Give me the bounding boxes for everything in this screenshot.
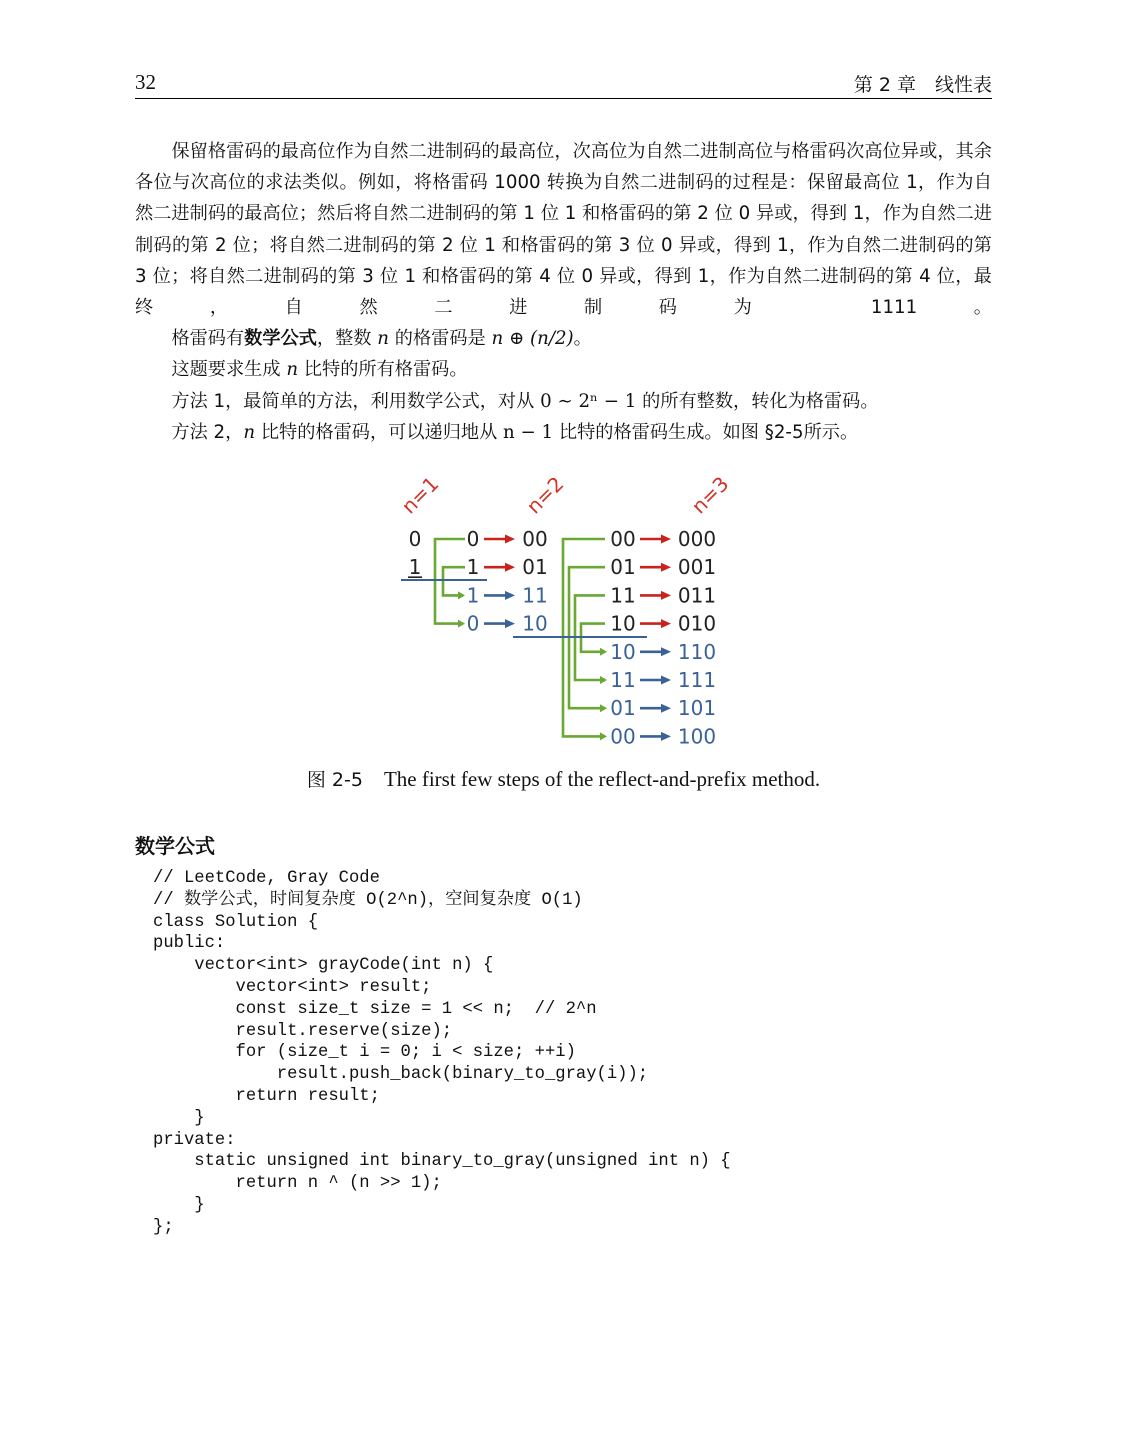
body-text: [135, 136, 992, 448]
code-line: // 数学公式，时间复杂度 O(2^n)，空间复杂度 O(1): [153, 890, 583, 910]
figure-col2-bit: 1: [466, 583, 480, 608]
prefix-arrow-head: [661, 563, 671, 572]
text-fragment: 的格雷码是: [389, 328, 492, 350]
figure-col5-code: 110: [677, 639, 717, 664]
figure-col5-code: 011: [677, 583, 717, 608]
figure-col2-bit: 1: [466, 555, 480, 580]
reflect-and-prefix-figure: [395, 470, 735, 755]
green-arrowhead: [458, 620, 465, 628]
code-line: for (size_t i = 0; i < size; ++i): [153, 1043, 576, 1063]
code-line: vector<int> result;: [153, 977, 432, 997]
code-line: public:: [153, 934, 226, 954]
text-fragment: 方法 2，: [171, 421, 244, 443]
paragraph-method-1: [135, 386, 992, 417]
figure-col5-code: 001: [677, 555, 717, 580]
figure-col3-code: 11: [522, 583, 548, 608]
figure-col4-code: 01: [610, 555, 636, 580]
code-line: result.push_back(binary_to_gray(i));: [153, 1065, 649, 1085]
figure-col4-code: 10: [610, 611, 636, 636]
prefix-arrow-head: [505, 591, 515, 600]
figure-caption: [0, 765, 1127, 792]
figure-col3-code: 10: [522, 611, 548, 636]
figure-col3-code: 00: [522, 527, 548, 551]
prefix-arrow-head: [661, 591, 671, 600]
paragraph-task: [135, 354, 992, 385]
text-fragment: 的所有整数，转化为格雷码。: [636, 390, 879, 412]
figure-col5-code: 100: [677, 724, 717, 749]
text-fragment: 比特的格雷码生成。如图 §2-5所示。: [553, 421, 859, 443]
figure-col4-code: 11: [610, 583, 636, 608]
prefix-arrow-head: [505, 563, 515, 572]
text-fragment: 。: [573, 328, 592, 350]
green-arrowhead: [600, 676, 607, 684]
green-connector: [443, 567, 465, 595]
figure-col4-code: 10: [610, 639, 636, 664]
figure-col1-bit: 0: [408, 527, 422, 551]
math-formula: n − 1: [503, 421, 554, 443]
code-line: private:: [153, 1130, 236, 1150]
code-line: return result;: [153, 1086, 380, 1106]
prefix-arrow-head: [661, 704, 671, 713]
figure-col5-code: 111: [677, 668, 717, 692]
prefix-arrow-head: [505, 535, 515, 544]
figure-col4-code: 01: [610, 696, 636, 721]
code-line: result.reserve(size);: [153, 1021, 453, 1041]
paragraph-formula: [135, 323, 992, 354]
prefix-arrow-head: [661, 619, 671, 628]
figure-n-label: n=2: [521, 471, 569, 519]
text-fragment: 格雷码有: [171, 328, 245, 350]
chapter-title: 第 2 章 线性表: [853, 74, 992, 96]
code-line: }: [153, 1108, 205, 1128]
prefix-arrow-head: [661, 676, 671, 685]
figure-col5-code: 101: [677, 696, 717, 721]
code-line: return n ^ (n >> 1);: [153, 1174, 442, 1194]
green-arrowhead: [458, 591, 465, 599]
code-line: vector<int> grayCode(int n) {: [153, 956, 494, 976]
figure-col2-bit: 0: [466, 611, 480, 636]
figure-col3-code: 01: [522, 555, 548, 580]
prefix-arrow-head: [661, 535, 671, 544]
green-arrowhead: [600, 732, 607, 740]
caption-label: 图 2-5: [306, 769, 363, 791]
paragraph-gray-to-binary: 保留格雷码的最高位作为自然二进制码的最高位，次高位为自然二进制高位与格雷码次高位异或，其余各位与次高位的求法类似。例如，将格雷码 1000 转换为自然二进制码的过程是：保留最高位 1，作为自然二进制码的最高位；然后将自然二进制码的第 1 位 1 和格雷码的第 2 位 0 异或，得到 1，作为自然二进制码的第 2 位；将自然二进制码的第 2 位 1 和格雷码的第 3 位 0 异或，得到 1，作为自然二进制码的第 3 位；将自然二进制码的第 3 位 1 和格雷码的第 4 位 0 异或，得到 1，作为自然二进制码的第 4 位，最终，自然二进制码为 1111。: [135, 141, 992, 319]
green-connector: [435, 539, 465, 624]
figure-col4-code: 00: [610, 724, 636, 749]
paragraph-method-2: [135, 417, 992, 448]
caption-text: The first few steps of the reflect-and-prefix method.: [383, 767, 821, 791]
green-arrowhead: [600, 648, 607, 656]
code-line: class Solution {: [153, 912, 319, 932]
math-formula: 0 ∼ 2ⁿ − 1: [540, 390, 637, 412]
figure-col4-code: 00: [610, 527, 636, 551]
figure-col1-bit: 1: [408, 555, 422, 580]
green-arrowhead: [600, 704, 607, 712]
math-var: n: [377, 328, 389, 350]
code-line: static unsigned int binary_to_gray(unsigned int n) {: [153, 1152, 731, 1172]
text-fragment: 这题要求生成: [171, 359, 287, 381]
prefix-arrow-head: [661, 732, 671, 741]
page-number: 32: [135, 70, 156, 94]
figure-col5-code: 000: [677, 527, 717, 551]
prefix-arrow-head: [661, 647, 671, 656]
text-fragment: ，整数: [316, 328, 378, 350]
math-var: n: [286, 359, 299, 381]
code-line: // LeetCode, Gray Code: [153, 869, 380, 888]
figure-col4-code: 11: [610, 668, 636, 692]
math-var: n: [243, 421, 256, 443]
figure-n-label: n=1: [396, 471, 444, 519]
figure-col5-code: 010: [677, 611, 717, 636]
code-line: };: [153, 1217, 174, 1237]
text-fragment: 比特的所有格雷码。: [298, 359, 468, 381]
figure-col2-bit: 0: [466, 527, 480, 551]
section-title: 数学公式: [135, 834, 215, 858]
code-line: }: [153, 1195, 205, 1215]
figure-n-label: n=3: [686, 471, 734, 519]
code-line: const size_t size = 1 << n; // 2^n: [153, 999, 597, 1019]
bold-term: 数学公式: [244, 328, 317, 350]
page-header: [135, 66, 992, 99]
text-fragment: 比特的格雷码，可以递归地从: [255, 421, 504, 443]
code-block: [153, 868, 731, 1239]
prefix-arrow-head: [505, 619, 515, 628]
text-fragment: 方法 1，最简单的方法，利用数学公式，对从: [171, 390, 541, 412]
math-formula: n ⊕ (n/2): [491, 328, 574, 350]
